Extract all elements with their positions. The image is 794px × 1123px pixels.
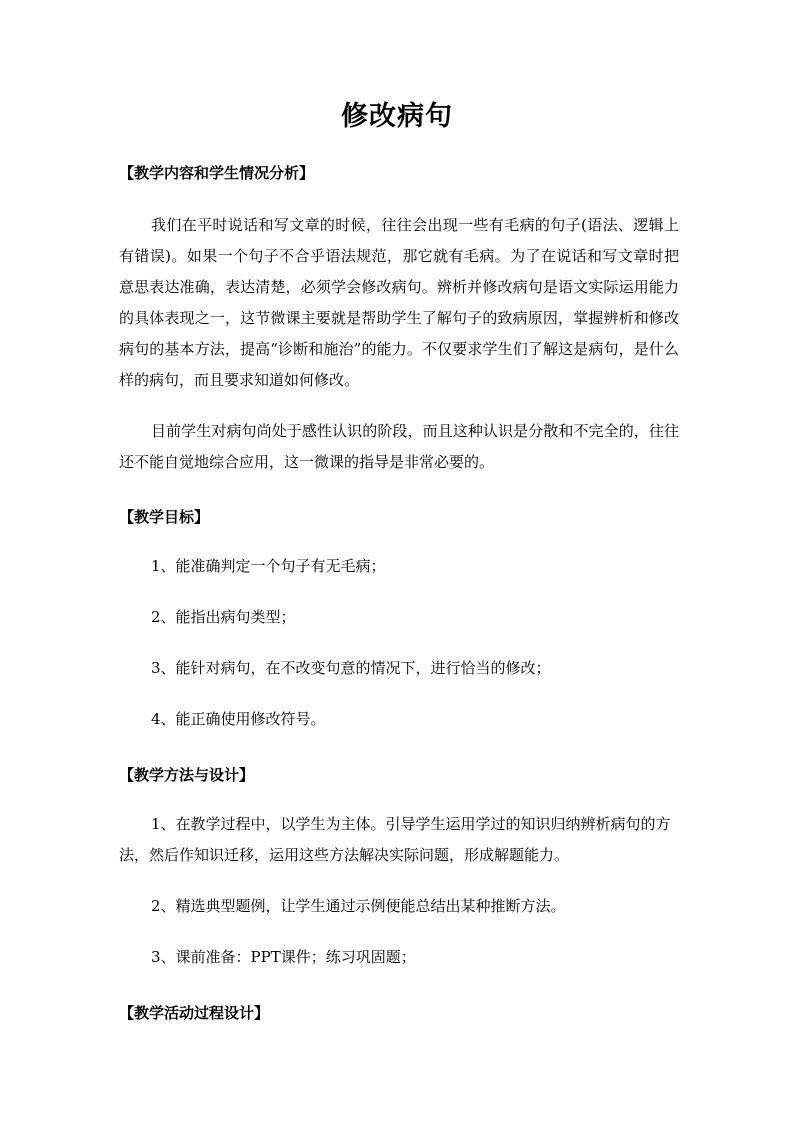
list-item: 1、能准确判定一个句子有无毛病； [151, 557, 386, 575]
document-title: 修改病句 [341, 101, 453, 132]
paragraph: 目前学生对病句尚处于感性认识的阶段，而且这种认识是分散和不完全的，往往还不能自觉地综合应用，这一微课的指导是非常必要的。 [119, 422, 679, 471]
paragraph: 我们在平时说话和写文章的时候，往往会出现一些有毛病的句子(语法、逻辑上有错误)。如果一个句子不合乎语法规范，那它就有毛病。为了在说话和写文章时把意思表达准确，表达清楚，必须学会修改病句。辨析并修改病句是语文实际运用能力的具体表现之一，这节微课主要就是帮助学生了解句子的致病原因，掌握辨析和修改病句的基本方法，提高“诊断和施治”的能力。不仅要求学生们了解这是病句，是什么样的病句，而且要求知道如何修改。 [119, 216, 679, 389]
list-item: 2、能指出病句类型； [151, 608, 296, 626]
section-heading-process: 【教学活动过程设计】 [119, 1004, 270, 1022]
section-heading-analysis: 【教学内容和学生情况分析】 [119, 164, 315, 182]
document-body [119, 163, 679, 1023]
list-item: 3、能针对病句，在不改变句意的情况下，进行恰当的修改； [151, 659, 551, 677]
section-heading-methods: 【教学方法与设计】 [119, 766, 255, 784]
list-item: 1、在教学过程中，以学生为主体。引导学生运用学过的知识归纳辨析病句的方法，然后作知识迁移，运用这些方法解决实际问题，形成解题能力。 [119, 815, 671, 864]
section-heading-goals: 【教学目标】 [119, 508, 210, 526]
list-item: 4、能正确使用修改符号。 [151, 710, 326, 728]
list-item: 3、课前准备：PPT课件；练习巩固题； [151, 948, 416, 966]
list-item: 2、精选典型题例，让学生通过示例便能总结出某种推断方法。 [151, 897, 566, 915]
